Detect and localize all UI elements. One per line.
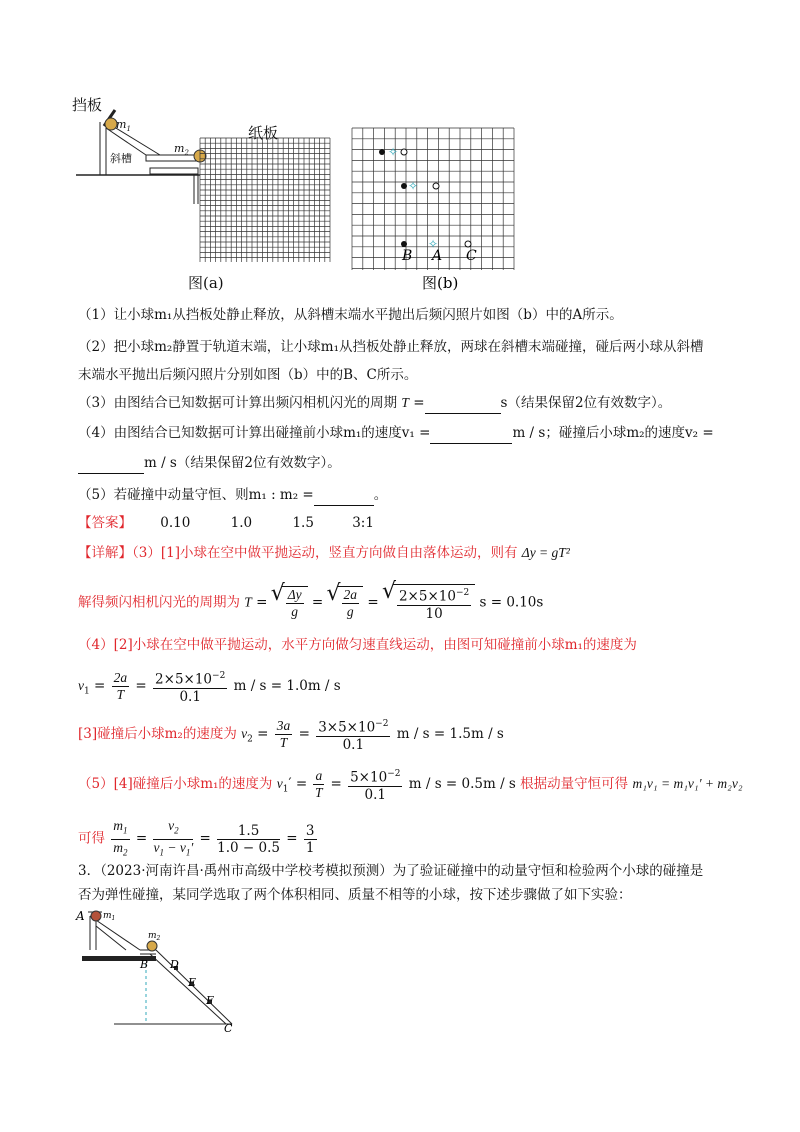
label-a: A bbox=[432, 248, 443, 264]
question-2-line1: （2）把小球m₂静置于轨道末端，让小球m₁从挡板处静止释放，两球在斜槽末端碰撞，碰后两小球从斜槽 bbox=[78, 339, 704, 355]
detail-line5: [3]碰撞后小球m₂的速度为 $v_2$ = $\frac{3a}{T}$ = $\frac{3\times 5\times 10^{-2}}{0.1}$ m / s = 1.5m / s bbox=[78, 717, 504, 753]
baffle-label: 挡板 bbox=[72, 97, 103, 114]
ball-a-1: ✧ bbox=[388, 145, 399, 159]
question-3: （3）由图结合已知数据可计算出频闪相机闪光的周期 T = s（结果保留2位有效数字）。 bbox=[78, 392, 671, 414]
answer-2: 1.0 bbox=[230, 515, 253, 531]
label-f: F bbox=[206, 994, 214, 1007]
figure-b bbox=[350, 124, 530, 296]
detail-line4: $v_1$ = $\frac{2a}{T}$ = $\frac{2\times 5\times 10^{-2}}{0.1}$ m / s = 1.0m / s bbox=[78, 669, 341, 705]
question-2-line2: 末端水平抛出后频闪照片分别如图（b）中的B、C所示。 bbox=[78, 367, 418, 383]
answer-1: 0.10 bbox=[160, 515, 191, 531]
label-d: D bbox=[170, 958, 179, 971]
groove-label: 斜槽 bbox=[110, 153, 132, 165]
ball-c-3 bbox=[465, 241, 471, 247]
question-1: （1）让小球m₁从挡板处静止释放，从斜槽末端水平抛出后频闪照片如图（b）中的A所示。 bbox=[78, 307, 623, 323]
label-m2: $m_2$ bbox=[148, 931, 161, 942]
m1-label: $m_1$ bbox=[116, 118, 131, 133]
figure-a-caption: 图(a) bbox=[188, 274, 224, 292]
paper-label: 纸板 bbox=[248, 125, 279, 142]
label-c: C bbox=[224, 1022, 233, 1035]
label-e: E bbox=[188, 976, 197, 989]
ball-a-3: ✧ bbox=[428, 237, 439, 251]
ball-b-2 bbox=[401, 183, 407, 189]
ball-b-3 bbox=[401, 241, 407, 247]
paper-grid bbox=[200, 138, 330, 262]
ball-a-2: ✧ bbox=[408, 179, 419, 193]
label-b: B bbox=[402, 248, 413, 264]
ball-c-1 bbox=[401, 149, 407, 155]
question-4-line2: m / s（结果保留2位有效数字）。 bbox=[78, 452, 341, 474]
detail-line7: 可得 $\frac{m_1}{m_2}$ = $\frac{v_2}{v_1 - v_1'}$ = $\frac{1.5}{1.0 - 0.5}$ = $\frac{3}{1}$ bbox=[78, 818, 315, 858]
question-5: （5）若碰撞中动量守恒、则m₁ : m₂ = 。 bbox=[78, 484, 387, 506]
detail-line1: 【详解】（3）[1]小球在空中做平抛运动，竖直方向做自由落体运动，则有 Δy = gT² bbox=[78, 545, 570, 561]
ball-c-2 bbox=[433, 183, 439, 189]
answer-3: 1.5 bbox=[292, 515, 314, 531]
label-m1: $m_1$ bbox=[103, 911, 116, 922]
label-b: B bbox=[140, 958, 149, 971]
detail-line2: 解得频闪相机闪光的周期为 T = √ $\frac{\Delta y}{g}$ = √ $\frac{2a}{g}$ = √ $\frac{2\times 5\times 10^{-2}}{10}$ s = 0.10s bbox=[78, 584, 543, 622]
figure-c bbox=[74, 906, 244, 1036]
detail-line6: （5）[4]碰撞后小球m₁的速度为 $v_1'$ = $\frac{a}{T}$ = $\frac{5\times 10^{-2}}{0.1}$ m / s = 0.5m / s 根据动量守恒可得 m₁v₁ = m₁v₁′ + m₂v₂ bbox=[78, 767, 743, 803]
ball-b-1 bbox=[379, 149, 385, 155]
detail-line3: （4）[2]小球在空中做平抛运动，水平方向做匀速直线运动，由图可知碰撞前小球m₁的速度为 bbox=[78, 637, 637, 653]
problem-3-line2: 否为弹性碰撞，某同学选取了两个体积相同、质量不相等的小球，按下述步骤做了如下实验： bbox=[78, 887, 632, 903]
figure-b-caption: 图(b) bbox=[422, 274, 459, 292]
answer-4: 3:1 bbox=[352, 515, 374, 531]
figure-a bbox=[70, 92, 340, 292]
answer-row bbox=[78, 512, 374, 534]
question-4-line1: （4）由图结合已知数据可计算出碰撞前小球m₁的速度v₁ = m / s；碰撞后小球m₂的速度v₂ = bbox=[78, 422, 714, 444]
answer-label: 【答案】 bbox=[78, 515, 132, 531]
problem-3-line1: 3．（2023·河南许昌·禹州市高级中学校考模拟预测）为了验证碰撞中的动量守恒和检验两个小球的碰撞是 bbox=[78, 863, 704, 879]
label-a: A bbox=[76, 909, 85, 923]
label-c: C bbox=[466, 248, 477, 264]
m2-label: $m_2$ bbox=[174, 142, 189, 157]
